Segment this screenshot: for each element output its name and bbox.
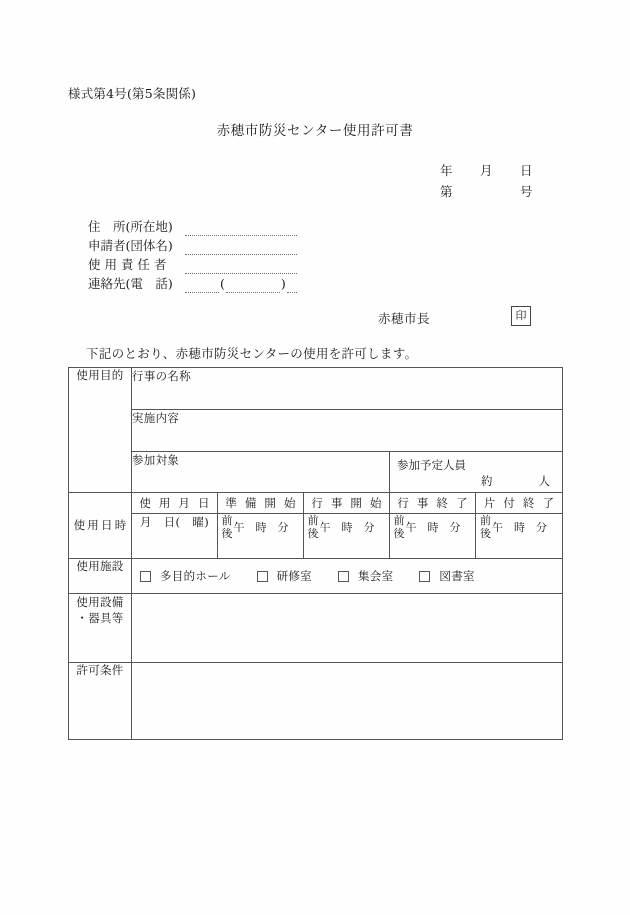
hour-label: 時 <box>255 521 278 534</box>
hour-label: 時 <box>427 521 450 534</box>
column-header-use-date: 使 用 月 日 <box>132 493 218 514</box>
facility-option-label: 図書室 <box>439 569 475 583</box>
manager-label: 使 用 責 任 者 <box>88 257 167 272</box>
facility-option-label: 多目的ホール <box>160 569 231 583</box>
seal-stamp-icon: 印 <box>511 306 531 326</box>
conditions-input-cell[interactable] <box>132 663 563 740</box>
attendees-input-row <box>390 473 562 489</box>
checkbox-icon[interactable] <box>338 571 349 582</box>
hour-minute-label <box>256 519 300 535</box>
event-start-time-input[interactable] <box>304 514 390 559</box>
mayor-title: 赤穂市長 <box>378 311 431 326</box>
am-label: 前 <box>393 514 405 527</box>
conditions-label: 許可条件 <box>69 663 132 740</box>
table-row <box>69 514 563 559</box>
hour-label: 時 <box>341 521 364 534</box>
pm-label: 後 <box>221 527 233 540</box>
hour-label: 時 <box>514 521 536 534</box>
content-label: 実施内容 <box>132 411 180 425</box>
table-row <box>69 410 563 452</box>
facility-option-multipurpose-hall[interactable] <box>140 568 231 584</box>
am-label: 前 <box>221 514 233 527</box>
column-header-setup-start: 準 備 開 始 <box>218 493 304 514</box>
checkbox-icon[interactable] <box>257 571 268 582</box>
event-name-cell[interactable] <box>132 368 563 410</box>
manager-field-row <box>88 255 297 274</box>
column-header-event-end: 行 事 終 了 <box>390 493 476 514</box>
ampm-selector[interactable] <box>222 514 233 540</box>
applicant-name-field-row <box>88 236 297 255</box>
am-label: 前 <box>307 514 319 527</box>
document-title: 赤穂市防災センター使用許可書 <box>216 123 414 139</box>
column-header-event-start: 行 事 開 始 <box>304 493 390 514</box>
table-row <box>69 594 563 663</box>
day-label: 日 <box>520 163 533 178</box>
table-row <box>69 493 563 514</box>
noon-label: 午 <box>492 521 503 534</box>
hour-minute-label <box>342 519 386 535</box>
table-row <box>69 368 563 410</box>
ampm-selector[interactable] <box>308 514 319 540</box>
issue-date-block <box>440 160 533 202</box>
equipment-label-line1: 使用設備 <box>76 595 124 609</box>
permit-details-table <box>68 367 563 740</box>
column-header-cleanup-end: 片 付 終 了 <box>476 493 563 514</box>
contact-field-row <box>88 274 297 293</box>
table-row <box>69 559 563 594</box>
event-end-time-input[interactable] <box>390 514 476 559</box>
pm-label: 後 <box>480 527 491 540</box>
facility-option-label: 研修室 <box>276 569 312 583</box>
facility-option-label: 集会室 <box>357 569 394 583</box>
content-cell[interactable] <box>132 410 563 452</box>
table-row <box>69 452 563 493</box>
applicant-name-label: 申請者(団体名) <box>88 238 173 253</box>
number-suffix-label: 号 <box>520 184 533 199</box>
contact-paren-open: ( <box>220 276 225 291</box>
contact-number-input[interactable] <box>287 279 297 293</box>
checkbox-icon[interactable] <box>419 571 430 582</box>
noon-label: 午 <box>319 521 331 534</box>
intro-sentence: 下記のとおり、赤穂市防災センターの使用を許可します。 <box>86 346 418 361</box>
facility-option-library-room[interactable] <box>419 568 474 584</box>
pm-label: 後 <box>393 527 405 540</box>
equipment-label-line2: ・器具等 <box>76 611 124 625</box>
purpose-label: 使用目的 <box>69 368 132 493</box>
year-label: 年 <box>440 163 453 178</box>
am-label: 前 <box>480 514 491 527</box>
target-cell[interactable] <box>132 452 390 493</box>
setup-start-time-input[interactable] <box>218 514 304 559</box>
datetime-label: 使用日時 <box>69 493 132 559</box>
checkbox-icon[interactable] <box>140 571 151 582</box>
cleanup-end-time-input[interactable] <box>476 514 563 559</box>
form-number: 様式第4号(第5条関係) <box>68 86 197 101</box>
attendees-unit-label: 人 <box>538 474 550 488</box>
pm-label: 後 <box>307 527 319 540</box>
facility-option-training-room[interactable] <box>257 568 312 584</box>
month-label: 月 <box>480 163 493 178</box>
number-prefix-label: 第 <box>440 184 453 199</box>
address-label: 住 所(所在地) <box>88 219 173 234</box>
contact-area-code-input[interactable] <box>185 279 219 293</box>
facility-label: 使用施設 <box>69 559 132 594</box>
address-field-row <box>88 217 297 236</box>
contact-paren-close: ) <box>280 276 286 291</box>
event-name-label: 行事の名称 <box>132 369 191 383</box>
minute-label: 分 <box>277 521 300 534</box>
hour-minute-label <box>428 519 472 535</box>
attendees-cell[interactable] <box>390 452 563 493</box>
applicant-block <box>88 217 297 293</box>
table-row <box>69 663 563 740</box>
ampm-selector[interactable] <box>394 514 405 540</box>
attendees-approx-label: 約 <box>481 474 493 488</box>
equipment-label <box>69 594 132 663</box>
document-number-row <box>440 181 533 202</box>
address-input[interactable] <box>185 222 297 236</box>
contact-exchange-input[interactable] <box>226 279 280 293</box>
equipment-input-cell[interactable] <box>132 594 563 663</box>
ampm-selector[interactable] <box>480 514 491 540</box>
minute-label: 分 <box>536 521 558 534</box>
target-label: 参加対象 <box>132 453 180 467</box>
use-date-input[interactable]: 月 日( 曜) <box>132 514 218 559</box>
hour-minute-label <box>514 519 558 535</box>
minute-label: 分 <box>449 521 472 534</box>
contact-label: 連絡先(電 話) <box>88 276 173 291</box>
facility-options-cell <box>132 559 563 594</box>
noon-label: 午 <box>233 521 245 534</box>
attendees-label: 参加予定人員 <box>397 458 466 472</box>
noon-label: 午 <box>405 521 417 534</box>
issue-date-row <box>440 160 533 181</box>
applicant-name-input[interactable] <box>185 241 297 255</box>
minute-label: 分 <box>363 521 386 534</box>
facility-option-assembly-room[interactable] <box>338 568 393 584</box>
manager-input[interactable] <box>185 260 297 274</box>
